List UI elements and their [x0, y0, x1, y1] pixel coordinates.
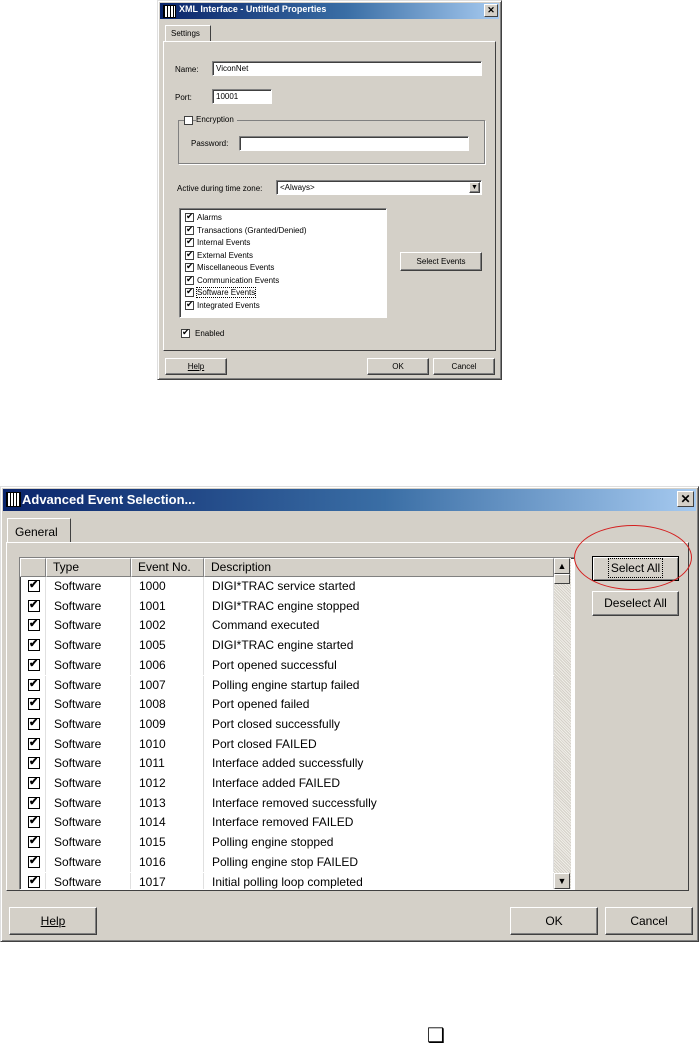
event-no-cell: 1010	[131, 735, 204, 755]
tab-general[interactable]	[7, 518, 71, 543]
port-value: 10001	[216, 92, 239, 101]
advanced-event-selection-dialog	[0, 486, 699, 942]
encryption-label: Encryption	[196, 115, 237, 124]
event-category-checkbox[interactable]	[185, 301, 194, 310]
event-category-checkbox[interactable]	[185, 238, 194, 247]
help-label: Help	[40, 914, 66, 928]
description-cell: Command executed	[204, 616, 554, 636]
chevron-down-icon[interactable]: ▼	[469, 182, 480, 193]
ok-button[interactable]: OK	[510, 907, 598, 935]
title-bar[interactable]	[160, 3, 499, 19]
table-row[interactable]	[20, 813, 554, 833]
table-row[interactable]	[20, 853, 554, 873]
event-no-cell: 1006	[131, 656, 204, 676]
row-checkbox[interactable]	[28, 876, 40, 888]
description-cell: Polling engine stop FAILED	[204, 853, 554, 873]
row-checkbox[interactable]	[28, 718, 40, 730]
description-cell: DIGI*TRAC service started	[204, 577, 554, 597]
event-category-checkbox[interactable]	[185, 288, 194, 297]
table-row[interactable]	[20, 774, 554, 794]
row-checkbox[interactable]	[28, 738, 40, 750]
row-checkbox[interactable]	[28, 659, 40, 671]
row-check-cell	[20, 715, 46, 735]
type-cell: Software	[46, 616, 131, 636]
description-cell: Port closed successfully	[204, 715, 554, 735]
type-cell: Software	[46, 676, 131, 696]
description-cell: Port opened failed	[204, 695, 554, 715]
column-header-type[interactable]: Type	[46, 558, 131, 577]
row-checkbox[interactable]	[28, 816, 40, 828]
type-cell: Software	[46, 735, 131, 755]
select-all-label: Select All	[610, 561, 661, 575]
type-cell: Software	[46, 656, 131, 676]
checkbox-glyph-icon: ❑	[427, 1025, 445, 1047]
event-category-checkbox[interactable]	[185, 213, 194, 222]
type-cell: Software	[46, 813, 131, 833]
password-label: Password:	[191, 139, 229, 148]
event-no-cell: 1005	[131, 636, 204, 656]
event-category-item[interactable]	[185, 213, 222, 222]
description-cell: DIGI*TRAC engine started	[204, 636, 554, 656]
row-check-cell	[20, 597, 46, 617]
row-checkbox[interactable]	[28, 836, 40, 848]
description-cell: Port opened successful	[204, 656, 554, 676]
table-row[interactable]	[20, 794, 554, 814]
row-check-cell	[20, 794, 46, 814]
description-cell: Polling engine stopped	[204, 833, 554, 853]
enabled-label: Enabled	[195, 329, 225, 338]
row-check-cell	[20, 813, 46, 833]
table-row[interactable]	[20, 577, 554, 597]
event-category-item[interactable]	[185, 238, 250, 247]
highlight-circle	[574, 525, 692, 590]
app-icon	[6, 492, 21, 507]
event-no-cell: 1014	[131, 813, 204, 833]
description-cell: Interface added successfully	[204, 754, 554, 774]
row-checkbox[interactable]	[28, 600, 40, 612]
table-row[interactable]	[20, 873, 554, 891]
dialog-title: Advanced Event Selection...	[22, 492, 196, 507]
table-row[interactable]	[20, 616, 554, 636]
table-row[interactable]	[20, 833, 554, 853]
dialog-title: XML Interface - Untitled Properties	[179, 4, 327, 14]
event-categories-list	[179, 208, 387, 318]
column-header-event-no[interactable]: Event No.	[131, 558, 204, 577]
encryption-checkbox[interactable]	[184, 116, 193, 125]
row-check-cell	[20, 735, 46, 755]
row-checkbox[interactable]	[28, 639, 40, 651]
tab-label: General	[15, 525, 58, 539]
description-cell: Interface added FAILED	[204, 774, 554, 794]
row-check-cell	[20, 774, 46, 794]
event-no-cell: 1016	[131, 853, 204, 873]
tab-label: Settings	[171, 29, 200, 38]
event-category-checkbox[interactable]	[185, 276, 194, 285]
event-category-label: External Events	[197, 250, 254, 260]
row-check-cell	[20, 656, 46, 676]
event-category-label: Software Events	[197, 288, 256, 297]
event-category-label: Miscellaneous Events	[197, 263, 275, 272]
scroll-up-icon[interactable]: ▲	[554, 558, 570, 574]
event-no-cell: 1002	[131, 616, 204, 636]
row-check-cell	[20, 636, 46, 656]
description-cell: Initial polling loop completed	[204, 873, 554, 891]
type-cell: Software	[46, 715, 131, 735]
close-button[interactable]: ✕	[484, 4, 498, 17]
type-cell: Software	[46, 636, 131, 656]
name-label: Name:	[175, 65, 199, 74]
event-no-cell: 1011	[131, 754, 204, 774]
row-checkbox[interactable]	[28, 580, 40, 592]
description-cell: Port closed FAILED	[204, 735, 554, 755]
scroll-thumb[interactable]	[554, 574, 570, 584]
timezone-select[interactable]	[276, 180, 482, 195]
description-cell: Polling engine startup failed	[204, 676, 554, 696]
event-no-cell: 1015	[131, 833, 204, 853]
name-field[interactable]	[212, 61, 482, 76]
event-no-cell: 1017	[131, 873, 204, 891]
row-checkbox[interactable]	[28, 856, 40, 868]
deselect-all-label: Deselect All	[604, 596, 667, 610]
event-no-cell: 1001	[131, 597, 204, 617]
type-cell: Software	[46, 774, 131, 794]
event-category-item[interactable]	[185, 226, 307, 235]
type-cell: Software	[46, 794, 131, 814]
event-category-checkbox[interactable]	[185, 263, 194, 272]
event-category-checkbox[interactable]	[185, 226, 194, 235]
type-cell: Software	[46, 695, 131, 715]
row-checkbox[interactable]	[28, 619, 40, 631]
xml-interface-properties-dialog	[157, 0, 502, 380]
vertical-scrollbar[interactable]	[554, 558, 571, 889]
table-row[interactable]	[20, 597, 554, 617]
event-no-cell: 1009	[131, 715, 204, 735]
select-events-button[interactable]: Select Events	[400, 252, 482, 271]
help-button[interactable]	[165, 358, 227, 375]
table-row[interactable]	[20, 695, 554, 715]
event-category-label: Alarms	[197, 213, 222, 222]
column-header-description[interactable]: Description	[204, 558, 554, 577]
close-button[interactable]: ✕	[677, 491, 694, 507]
table-row[interactable]	[20, 715, 554, 735]
type-cell: Software	[46, 754, 131, 774]
settings-panel	[163, 41, 496, 351]
event-no-cell: 1013	[131, 794, 204, 814]
description-cell: Interface removed FAILED	[204, 813, 554, 833]
row-checkbox[interactable]	[28, 777, 40, 789]
type-cell: Software	[46, 873, 131, 891]
row-checkbox[interactable]	[28, 797, 40, 809]
row-check-cell	[20, 754, 46, 774]
event-category-label: Transactions (Granted/Denied)	[197, 225, 307, 235]
description-cell: Interface removed successfully	[204, 794, 554, 814]
timezone-value: <Always>	[280, 183, 315, 192]
event-category-item[interactable]	[185, 251, 253, 260]
event-category-label: Integrated Events	[197, 300, 260, 310]
enabled-checkbox[interactable]	[181, 329, 190, 338]
event-category-item[interactable]	[185, 263, 274, 272]
row-check-cell	[20, 873, 46, 891]
help-label: Help	[187, 362, 205, 371]
type-cell: Software	[46, 577, 131, 597]
row-check-cell	[20, 833, 46, 853]
encryption-group	[178, 115, 485, 164]
description-cell: DIGI*TRAC engine stopped	[204, 597, 554, 617]
name-value: ViconNet	[216, 64, 249, 73]
type-cell: Software	[46, 853, 131, 873]
event-category-label: Internal Events	[197, 238, 251, 247]
general-panel	[6, 542, 689, 891]
timezone-label: Active during time zone:	[177, 184, 263, 193]
port-field[interactable]	[212, 89, 272, 104]
row-check-cell	[20, 577, 46, 597]
table-row[interactable]	[20, 754, 554, 774]
event-category-item[interactable]	[185, 301, 260, 310]
cancel-button[interactable]: Cancel	[605, 907, 693, 935]
column-header-check[interactable]	[20, 558, 46, 577]
row-checkbox[interactable]	[28, 757, 40, 769]
event-category-label: Communication Events	[197, 275, 280, 285]
cancel-button[interactable]: Cancel	[433, 358, 495, 375]
title-bar[interactable]	[3, 489, 696, 511]
event-category-checkbox[interactable]	[185, 251, 194, 260]
help-button[interactable]	[9, 907, 97, 935]
event-no-cell: 1000	[131, 577, 204, 597]
event-category-item[interactable]	[185, 288, 255, 297]
row-check-cell	[20, 853, 46, 873]
type-cell: Software	[46, 833, 131, 853]
type-cell: Software	[46, 597, 131, 617]
row-check-cell	[20, 695, 46, 715]
event-no-cell: 1007	[131, 676, 204, 696]
row-check-cell	[20, 676, 46, 696]
port-label: Port:	[175, 93, 192, 102]
event-no-cell: 1008	[131, 695, 204, 715]
table-row[interactable]	[20, 656, 554, 676]
scroll-down-icon[interactable]: ▼	[554, 873, 570, 889]
table-row[interactable]	[20, 676, 554, 696]
table-row[interactable]	[20, 735, 554, 755]
tab-settings[interactable]	[165, 25, 211, 42]
event-table	[19, 557, 575, 890]
row-checkbox[interactable]	[28, 679, 40, 691]
password-field[interactable]	[239, 136, 469, 151]
row-checkbox[interactable]	[28, 698, 40, 710]
app-icon	[163, 5, 176, 18]
deselect-all-button[interactable]	[592, 591, 679, 616]
event-no-cell: 1012	[131, 774, 204, 794]
event-category-item[interactable]	[185, 276, 279, 285]
table-row[interactable]	[20, 636, 554, 656]
row-check-cell	[20, 616, 46, 636]
ok-button[interactable]: OK	[367, 358, 429, 375]
